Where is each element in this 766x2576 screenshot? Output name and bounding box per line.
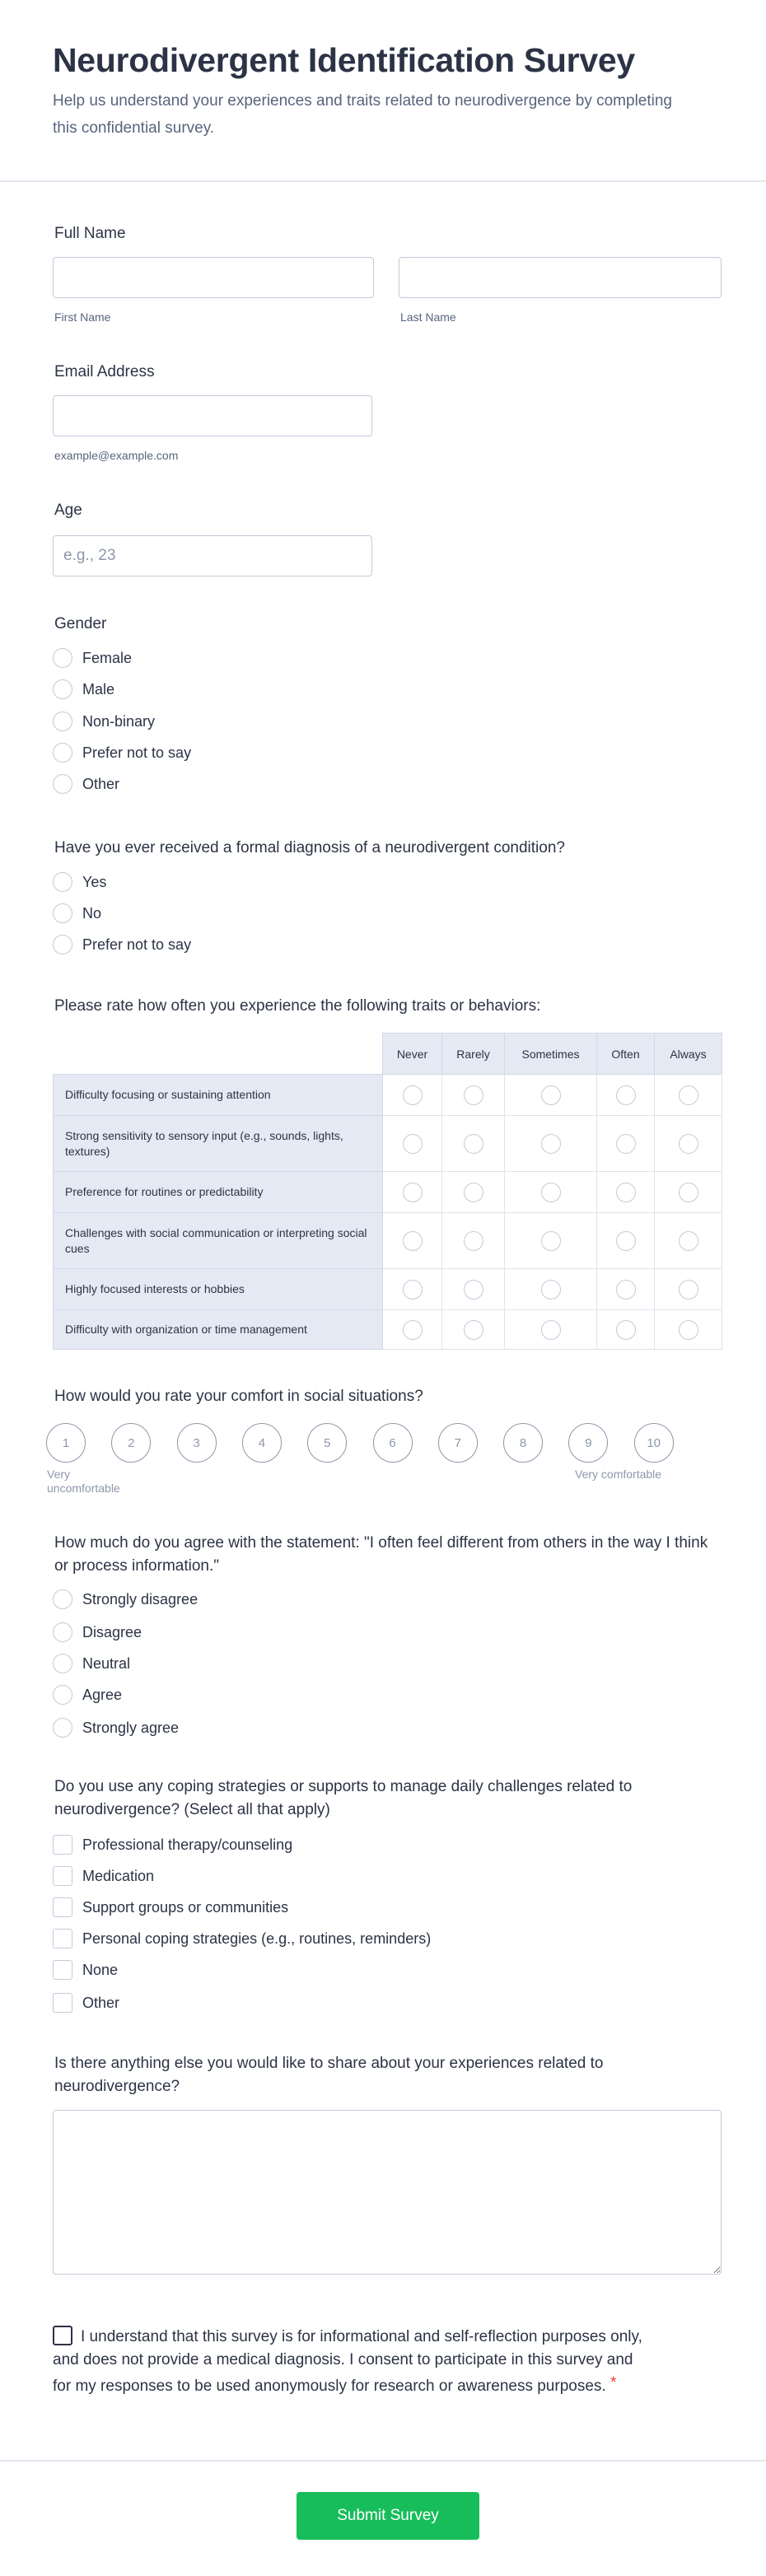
email-label: Email Address <box>54 363 155 380</box>
coping-option[interactable] <box>53 1897 288 1918</box>
agree-option[interactable] <box>53 1684 122 1706</box>
header-divider <box>0 180 766 182</box>
option-label: No <box>82 904 102 922</box>
matrix-cell[interactable] <box>597 1213 655 1269</box>
comfort-label: How would you rate your comfort in social situations? <box>54 1388 423 1405</box>
option-label: Prefer not to say <box>82 744 192 761</box>
radio-button[interactable] <box>53 712 72 731</box>
agree-label: How much do you agree with the statement: "I often feel different from others in the way I think or process information." <box>54 1534 708 1575</box>
radio-button[interactable] <box>464 1134 483 1154</box>
radio-button[interactable] <box>53 774 72 794</box>
checkbox[interactable] <box>53 1929 72 1948</box>
gender-option[interactable] <box>53 711 155 732</box>
radio-button[interactable] <box>616 1231 636 1251</box>
email-sublabel: example@example.com <box>54 449 179 462</box>
coping-option[interactable] <box>53 1959 118 1981</box>
radio-button[interactable] <box>53 648 72 668</box>
matrix-cell[interactable] <box>655 1269 722 1310</box>
matrix-cell[interactable] <box>383 1310 442 1350</box>
matrix-row <box>54 1075 722 1116</box>
matrix-cell[interactable] <box>383 1116 442 1172</box>
radio-button[interactable] <box>53 1654 72 1673</box>
first-name-sublabel: First Name <box>54 310 111 324</box>
matrix-cell[interactable] <box>505 1213 597 1269</box>
radio-button[interactable] <box>53 1622 72 1642</box>
page-title: Neurodivergent Identification Survey <box>53 41 635 79</box>
scale-option[interactable]: 10 <box>634 1423 674 1463</box>
coping-label: Do you use any coping strategies or supports to manage daily challenges related to neurodivergence? (Select all that apply) <box>54 1778 633 1818</box>
radio-button[interactable] <box>616 1183 636 1202</box>
radio-button[interactable] <box>541 1320 561 1340</box>
matrix-cell[interactable] <box>505 1172 597 1213</box>
matrix-row-label: Strong sensitivity to sensory input (e.g., sounds, lights, textures) <box>54 1116 383 1172</box>
scale-option[interactable]: 7 <box>438 1423 478 1463</box>
page-subtitle: Help us understand your experiences and traits related to neurodivergence by completing this confidential survey. <box>53 92 673 137</box>
required-mark: * <box>610 2374 617 2392</box>
agree-option[interactable] <box>53 1717 179 1738</box>
last-name-sublabel: Last Name <box>400 310 456 324</box>
option-label: Male <box>82 680 115 698</box>
age-input[interactable] <box>53 535 372 576</box>
matrix-cell[interactable] <box>383 1075 442 1116</box>
matrix-row-label: Difficulty with organization or time management <box>54 1310 383 1350</box>
radio-button[interactable] <box>679 1183 698 1202</box>
matrix-cell[interactable] <box>655 1310 722 1350</box>
radio-button[interactable] <box>464 1085 483 1105</box>
matrix-row <box>54 1310 722 1350</box>
matrix-cell[interactable] <box>505 1269 597 1310</box>
matrix-row <box>54 1116 722 1172</box>
agree-option[interactable] <box>53 1622 142 1643</box>
matrix-cell[interactable] <box>597 1310 655 1350</box>
matrix-cell[interactable] <box>597 1116 655 1172</box>
radio-button[interactable] <box>541 1134 561 1154</box>
radio-button[interactable] <box>616 1280 636 1300</box>
matrix-corner <box>54 1034 383 1075</box>
radio-button[interactable] <box>679 1280 698 1300</box>
radio-button[interactable] <box>403 1183 423 1202</box>
scale-option[interactable]: 5 <box>307 1423 347 1463</box>
matrix-cell[interactable] <box>597 1172 655 1213</box>
gender-option[interactable] <box>53 773 119 795</box>
coping-option[interactable] <box>53 1928 431 1949</box>
option-label: Strongly disagree <box>82 1590 199 1608</box>
agree-option[interactable] <box>53 1653 130 1674</box>
diagnosis-option[interactable] <box>53 903 101 924</box>
matrix-cell[interactable] <box>442 1075 505 1116</box>
radio-button[interactable] <box>53 935 72 954</box>
option-label: Professional therapy/counseling <box>82 1836 293 1853</box>
email-input[interactable] <box>53 395 372 436</box>
matrix-cell[interactable] <box>442 1116 505 1172</box>
scale-option[interactable]: 2 <box>111 1423 151 1463</box>
matrix-column-header: Rarely <box>442 1034 505 1075</box>
option-label: Yes <box>82 873 107 890</box>
matrix-cell[interactable] <box>655 1116 722 1172</box>
radio-button[interactable] <box>541 1231 561 1251</box>
agree-option[interactable] <box>53 1589 198 1610</box>
scale-min-label: Very uncomfortable <box>47 1468 120 1495</box>
checkbox[interactable] <box>53 1835 72 1855</box>
option-label: Neutral <box>82 1654 131 1672</box>
matrix-cell[interactable] <box>655 1075 722 1116</box>
option-label: Support groups or communities <box>82 1898 289 1916</box>
radio-button[interactable] <box>53 743 72 763</box>
option-label: Personal coping strategies (e.g., routines, reminders) <box>82 1930 432 1947</box>
diagnosis-option[interactable] <box>53 934 191 955</box>
share-textarea[interactable] <box>53 2110 722 2275</box>
consent-block <box>53 2326 654 2398</box>
matrix-column-header: Sometimes <box>505 1034 597 1075</box>
radio-button[interactable] <box>53 1589 72 1609</box>
gender-label: Gender <box>54 615 107 632</box>
coping-option[interactable] <box>53 1834 292 1855</box>
matrix-cell[interactable] <box>597 1269 655 1310</box>
footer-divider <box>0 2460 766 2462</box>
checkbox[interactable] <box>53 1866 72 1886</box>
coping-option[interactable] <box>53 1865 154 1887</box>
radio-button[interactable] <box>679 1320 698 1340</box>
gender-option[interactable] <box>53 679 114 700</box>
radio-button[interactable] <box>403 1320 423 1340</box>
matrix-cell[interactable] <box>597 1075 655 1116</box>
full-name-label: Full Name <box>54 225 126 242</box>
radio-button[interactable] <box>464 1231 483 1251</box>
matrix-cell[interactable] <box>442 1213 505 1269</box>
matrix-row <box>54 1269 722 1310</box>
radio-button[interactable] <box>541 1183 561 1202</box>
matrix-label: Please rate how often you experience the following traits or behaviors: <box>54 997 541 1015</box>
radio-button[interactable] <box>403 1085 423 1105</box>
radio-button[interactable] <box>53 1718 72 1738</box>
matrix-cell[interactable] <box>505 1075 597 1116</box>
radio-button[interactable] <box>679 1231 698 1251</box>
radio-button[interactable] <box>53 872 72 892</box>
radio-button[interactable] <box>541 1280 561 1300</box>
radio-button[interactable] <box>679 1134 698 1154</box>
scale-max-label: Very comfortable <box>575 1468 662 1481</box>
radio-button[interactable] <box>464 1320 483 1340</box>
matrix-column-header: Never <box>383 1034 442 1075</box>
diagnosis-label: Have you ever received a formal diagnosis of a neurodivergent condition? <box>54 839 565 856</box>
matrix-row-label: Difficulty focusing or sustaining attention <box>54 1075 383 1116</box>
checkbox[interactable] <box>53 1960 72 1980</box>
share-label: Is there anything else you would like to share about your experiences related to neurodivergence? <box>54 2055 604 2095</box>
radio-button[interactable] <box>53 903 72 923</box>
matrix-row-label: Preference for routines or predictability <box>54 1172 383 1213</box>
matrix-row-label: Highly focused interests or hobbies <box>54 1269 383 1310</box>
radio-button[interactable] <box>53 1685 72 1705</box>
scale-option[interactable]: 1 <box>46 1423 86 1463</box>
matrix-column-header: Always <box>655 1034 722 1075</box>
matrix-row-label: Challenges with social communication or interpreting social cues <box>54 1213 383 1269</box>
radio-button[interactable] <box>541 1085 561 1105</box>
submit-button[interactable]: Submit Survey <box>297 2492 479 2540</box>
option-label: Other <box>82 1994 120 2011</box>
age-label: Age <box>54 502 82 519</box>
matrix-cell[interactable] <box>383 1213 442 1269</box>
checkbox[interactable] <box>53 1993 72 2013</box>
matrix-row <box>54 1213 722 1269</box>
scale-option[interactable]: 6 <box>373 1423 413 1463</box>
option-label: None <box>82 1961 119 1978</box>
consent-checkbox[interactable] <box>53 2326 72 2345</box>
matrix-cell[interactable] <box>505 1310 597 1350</box>
radio-button[interactable] <box>616 1320 636 1340</box>
last-name-input[interactable] <box>399 257 722 298</box>
option-label: Prefer not to say <box>82 936 192 953</box>
radio-button[interactable] <box>403 1280 423 1300</box>
gender-option[interactable] <box>53 647 132 669</box>
radio-button[interactable] <box>616 1085 636 1105</box>
matrix-cell[interactable] <box>655 1172 722 1213</box>
coping-option[interactable] <box>53 1992 119 2014</box>
diagnosis-option[interactable] <box>53 871 106 893</box>
radio-button[interactable] <box>616 1134 636 1154</box>
consent-text: I understand that this survey is for informational and self-reflection purposes only, and does not provide a medical diagnosis. I consent to participate in this survey and for my responses to be used anonymously for research or awareness purposes. <box>53 2328 642 2395</box>
matrix-cell[interactable] <box>442 1269 505 1310</box>
trait-matrix <box>53 1033 722 1350</box>
matrix-cell[interactable] <box>383 1269 442 1310</box>
radio-button[interactable] <box>53 679 72 699</box>
option-label: Medication <box>82 1867 155 1884</box>
matrix-row <box>54 1172 722 1213</box>
scale-option[interactable]: 9 <box>568 1423 608 1463</box>
option-label: Disagree <box>82 1623 142 1640</box>
matrix-cell[interactable] <box>442 1310 505 1350</box>
first-name-input[interactable] <box>53 257 374 298</box>
scale-option[interactable]: 8 <box>503 1423 543 1463</box>
radio-button[interactable] <box>403 1134 423 1154</box>
matrix-cell[interactable] <box>383 1172 442 1213</box>
checkbox[interactable] <box>53 1897 72 1917</box>
option-label: Non-binary <box>82 712 156 730</box>
matrix-cell[interactable] <box>655 1213 722 1269</box>
matrix-cell[interactable] <box>442 1172 505 1213</box>
gender-option[interactable] <box>53 742 191 763</box>
scale-option[interactable]: 3 <box>177 1423 217 1463</box>
matrix-cell[interactable] <box>505 1116 597 1172</box>
option-label: Female <box>82 649 133 666</box>
radio-button[interactable] <box>679 1085 698 1105</box>
matrix-column-header: Often <box>597 1034 655 1075</box>
option-label: Other <box>82 775 120 792</box>
scale-option[interactable]: 4 <box>242 1423 282 1463</box>
option-label: Agree <box>82 1686 123 1703</box>
radio-button[interactable] <box>464 1280 483 1300</box>
radio-button[interactable] <box>464 1183 483 1202</box>
option-label: Strongly agree <box>82 1719 180 1736</box>
radio-button[interactable] <box>403 1231 423 1251</box>
